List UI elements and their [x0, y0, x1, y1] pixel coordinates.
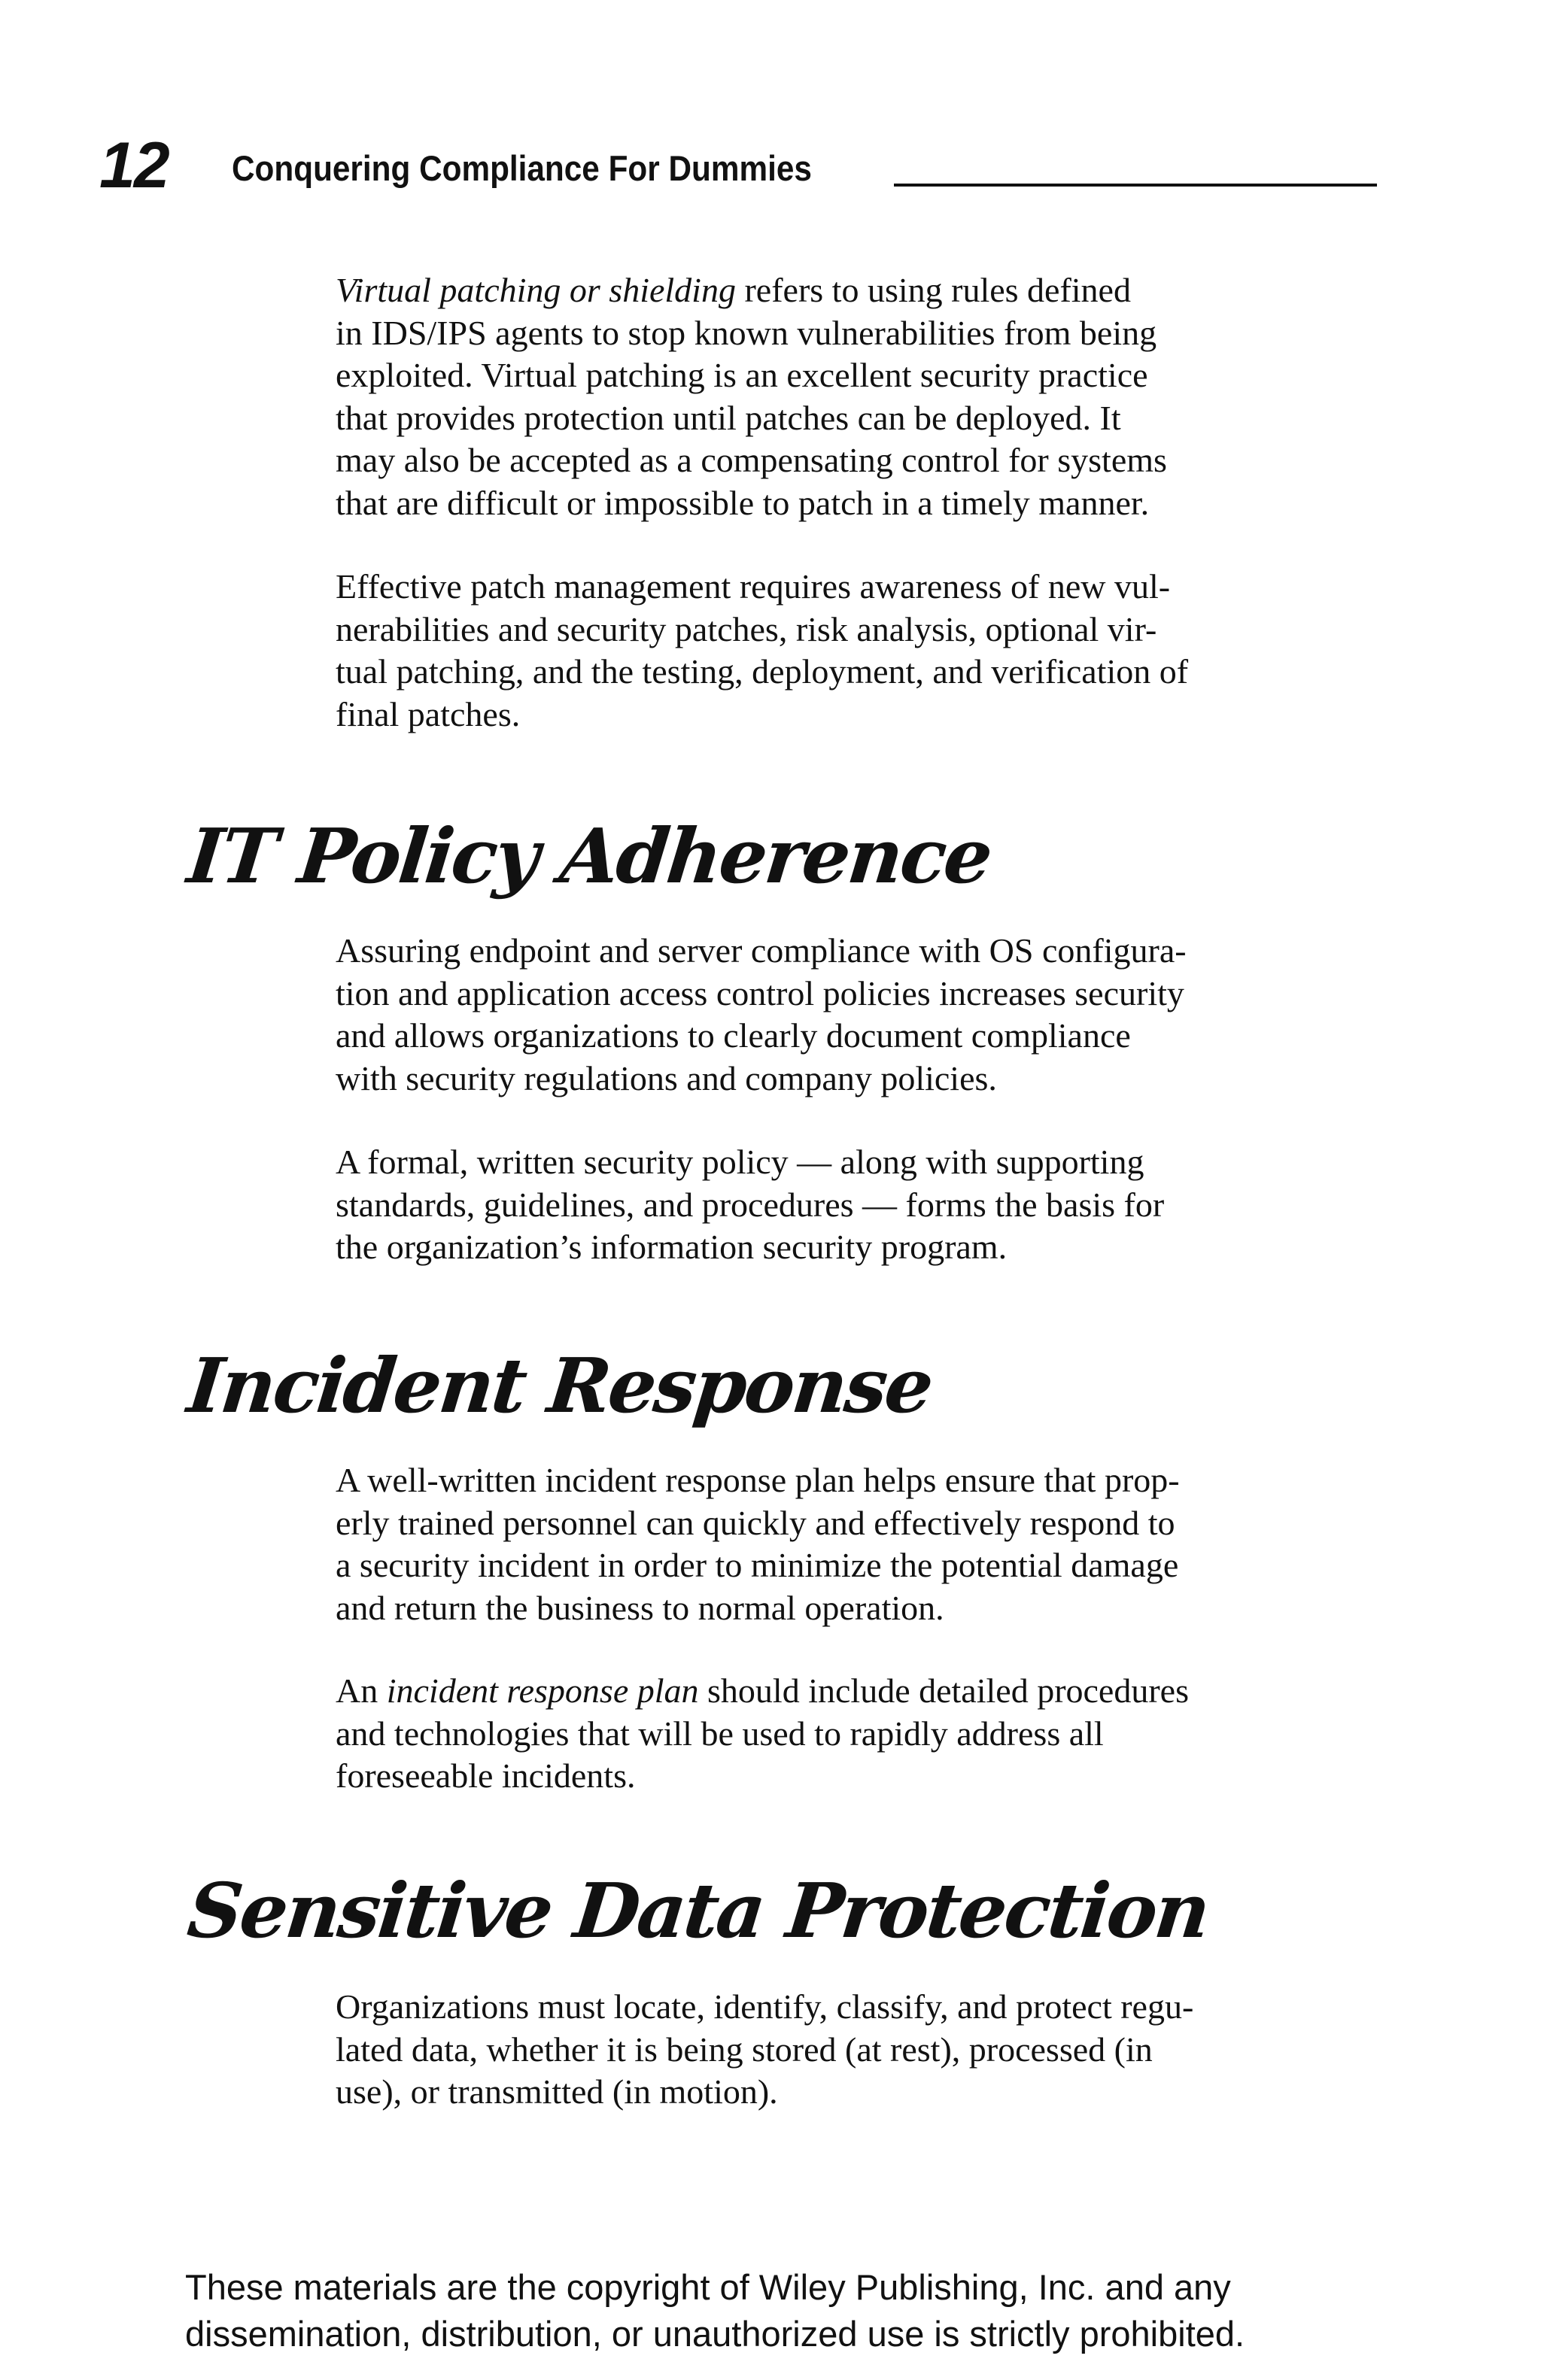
- paragraph-line: the organization’s information security program.: [336, 1228, 1008, 1266]
- paragraph-line: tion and application access control policies increases security: [336, 973, 1184, 1012]
- paragraph-patch-management: [336, 566, 1389, 736]
- paragraph-line: Effective patch management requires awareness of new vul-: [336, 567, 1171, 606]
- section-heading-sensitive-data: Sensitive Data Protection: [184, 1866, 1213, 1955]
- paragraph-line: in IDS/IPS agents to stop known vulnerabilities from being: [336, 313, 1157, 352]
- footer-line: These materials are the copyright of Wiley Publishing, Inc. and any: [185, 2267, 1231, 2307]
- section-heading-it-policy: IT Policy Adherence: [184, 812, 995, 900]
- paragraph-line: use), or transmitted (in motion).: [336, 2072, 778, 2111]
- paragraph-line: A formal, written security policy — along with supporting: [336, 1143, 1144, 1181]
- running-head: [99, 129, 1378, 202]
- paragraph-regulated-data: [336, 1986, 1389, 2114]
- page-number: 12: [99, 129, 169, 202]
- paragraph-line: standards, guidelines, and procedures — forms the basis for: [336, 1185, 1165, 1224]
- paragraph-line: Organizations must locate, identify, classify, and protect regu-: [336, 1987, 1194, 2026]
- paragraph-line: and technologies that will be used to rapidly address all: [336, 1714, 1104, 1753]
- paragraph-line: A well-written incident response plan helps ensure that prop-: [336, 1461, 1180, 1499]
- paragraph-incident-plan: [336, 1459, 1389, 1629]
- paragraph-line: nerabilities and security patches, risk analysis, optional vir-: [336, 609, 1157, 648]
- paragraph-line: lated data, whether it is being stored (at rest), processed (in: [336, 2029, 1153, 2069]
- paragraph-line: tual patching, and the testing, deployment, and verification of: [336, 652, 1189, 691]
- paragraph-line: erly trained personnel can quickly and effectively respond to: [336, 1503, 1175, 1542]
- footer-line: dissemination, distribution, or unauthorized use is strictly prohibited.: [185, 2314, 1245, 2354]
- paragraph-line: final patches.: [336, 694, 521, 733]
- paragraph-line: Virtual patching or shielding refers to using rules defined: [336, 271, 1131, 309]
- paragraph-line: may also be accepted as a compensating control for systems: [336, 441, 1167, 479]
- copyright-footer: [185, 2264, 1532, 2357]
- paragraph-line: a security incident in order to minimize the potential damage: [336, 1546, 1179, 1584]
- paragraph-line: and return the business to normal operation.: [336, 1588, 944, 1627]
- paragraph-line: with security regulations and company policies.: [336, 1058, 997, 1097]
- term-virtual-patching: Virtual patching or shielding: [336, 271, 736, 309]
- paragraph-endpoint-compliance: [336, 930, 1389, 1100]
- header-rule: [894, 184, 1377, 187]
- section-heading-incident-response: Incident Response: [184, 1341, 936, 1430]
- paragraph-line: that are difficult or impossible to patch in a timely manner.: [336, 483, 1150, 522]
- paragraph-virtual-patching: [336, 269, 1389, 524]
- book-title: Conquering Compliance For Dummies: [232, 148, 812, 188]
- paragraph-incident-procedures: [336, 1670, 1389, 1798]
- paragraph-line: Assuring endpoint and server compliance with OS configura-: [336, 931, 1187, 970]
- paragraph-line: exploited. Virtual patching is an excellent security practice: [336, 356, 1148, 394]
- paragraph-security-policy: [336, 1141, 1389, 1269]
- paragraph-line: and allows organizations to clearly document compliance: [336, 1016, 1131, 1055]
- paragraph-line: An incident response plan should include detailed procedures: [336, 1671, 1189, 1710]
- term-incident-response-plan: incident response plan: [386, 1671, 699, 1710]
- paragraph-line: foreseeable incidents.: [336, 1756, 636, 1795]
- paragraph-line: that provides protection until patches can be deployed. It: [336, 398, 1121, 437]
